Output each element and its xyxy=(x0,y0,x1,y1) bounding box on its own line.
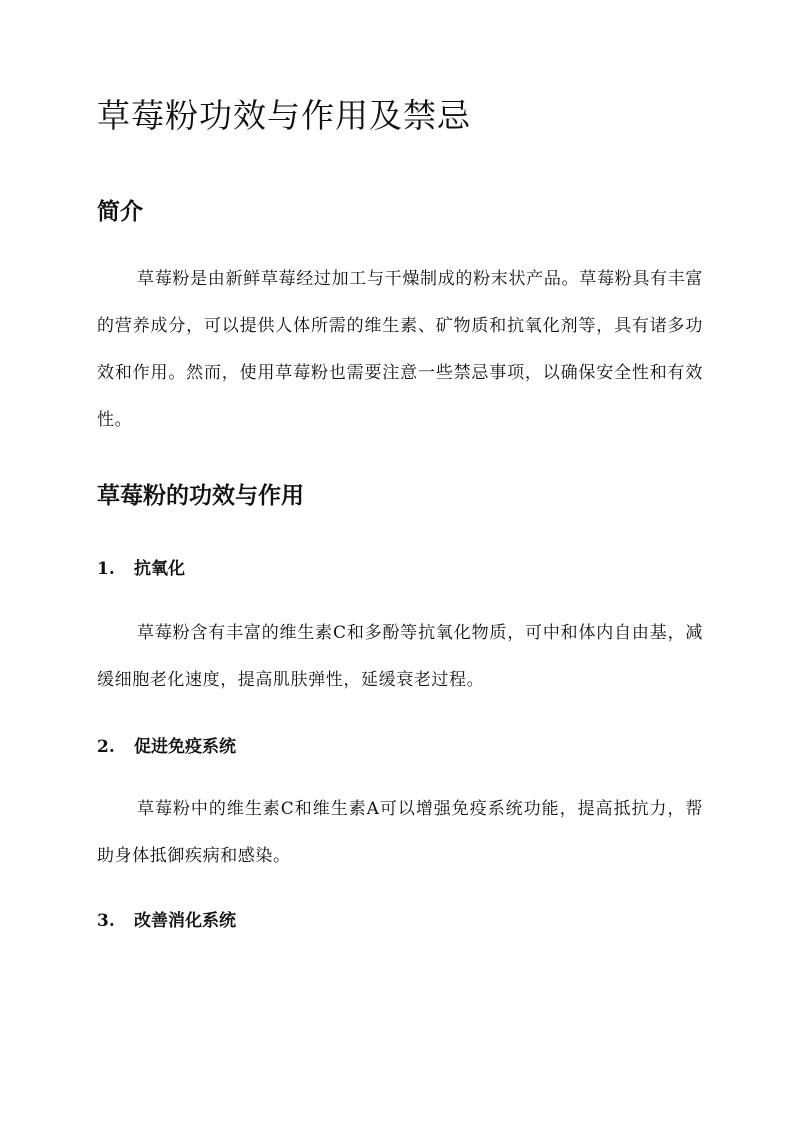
benefit-3-heading xyxy=(97,908,236,934)
benefit-1-number: 1. xyxy=(97,559,115,579)
benefit-1-heading xyxy=(97,556,185,582)
intro-paragraph: 草莓粉是由新鲜草莓经过加工与干燥制成的粉末状产品。草莓粉具有丰富的营养成分，可以提供人体所需的维生素、矿物质和抗氧化剂等，具有诸多功效和作用。然而，使用草莓粉也需要注意一些禁忌事项，以确保安全性和有效性。 xyxy=(97,269,703,430)
benefit-2-paragraph: 草莓粉中的维生素C和维生素A可以增强免疫系统功能，提高抵抗力，帮助身体抵御疾病和感染。 xyxy=(97,799,703,866)
document-title: 草莓粉功效与作用及禁忌 xyxy=(97,96,471,135)
benefit-2-number: 2. xyxy=(97,737,115,757)
intro-heading: 简介 xyxy=(97,198,143,225)
benefit-2-heading xyxy=(97,734,236,760)
benefit-3-number: 3. xyxy=(97,911,115,931)
benefits-heading: 草莓粉的功效与作用 xyxy=(97,482,304,509)
benefit-2-title: 促进免疫系统 xyxy=(134,737,236,757)
benefit-1-title: 抗氧化 xyxy=(134,559,185,579)
benefit-1-paragraph: 草莓粉含有丰富的维生素C和多酚等抗氧化物质，可中和体内自由基，减缓细胞老化速度，提高肌肤弹性，延缓衰老过程。 xyxy=(97,623,703,690)
benefit-3-title: 改善消化系统 xyxy=(134,911,236,931)
